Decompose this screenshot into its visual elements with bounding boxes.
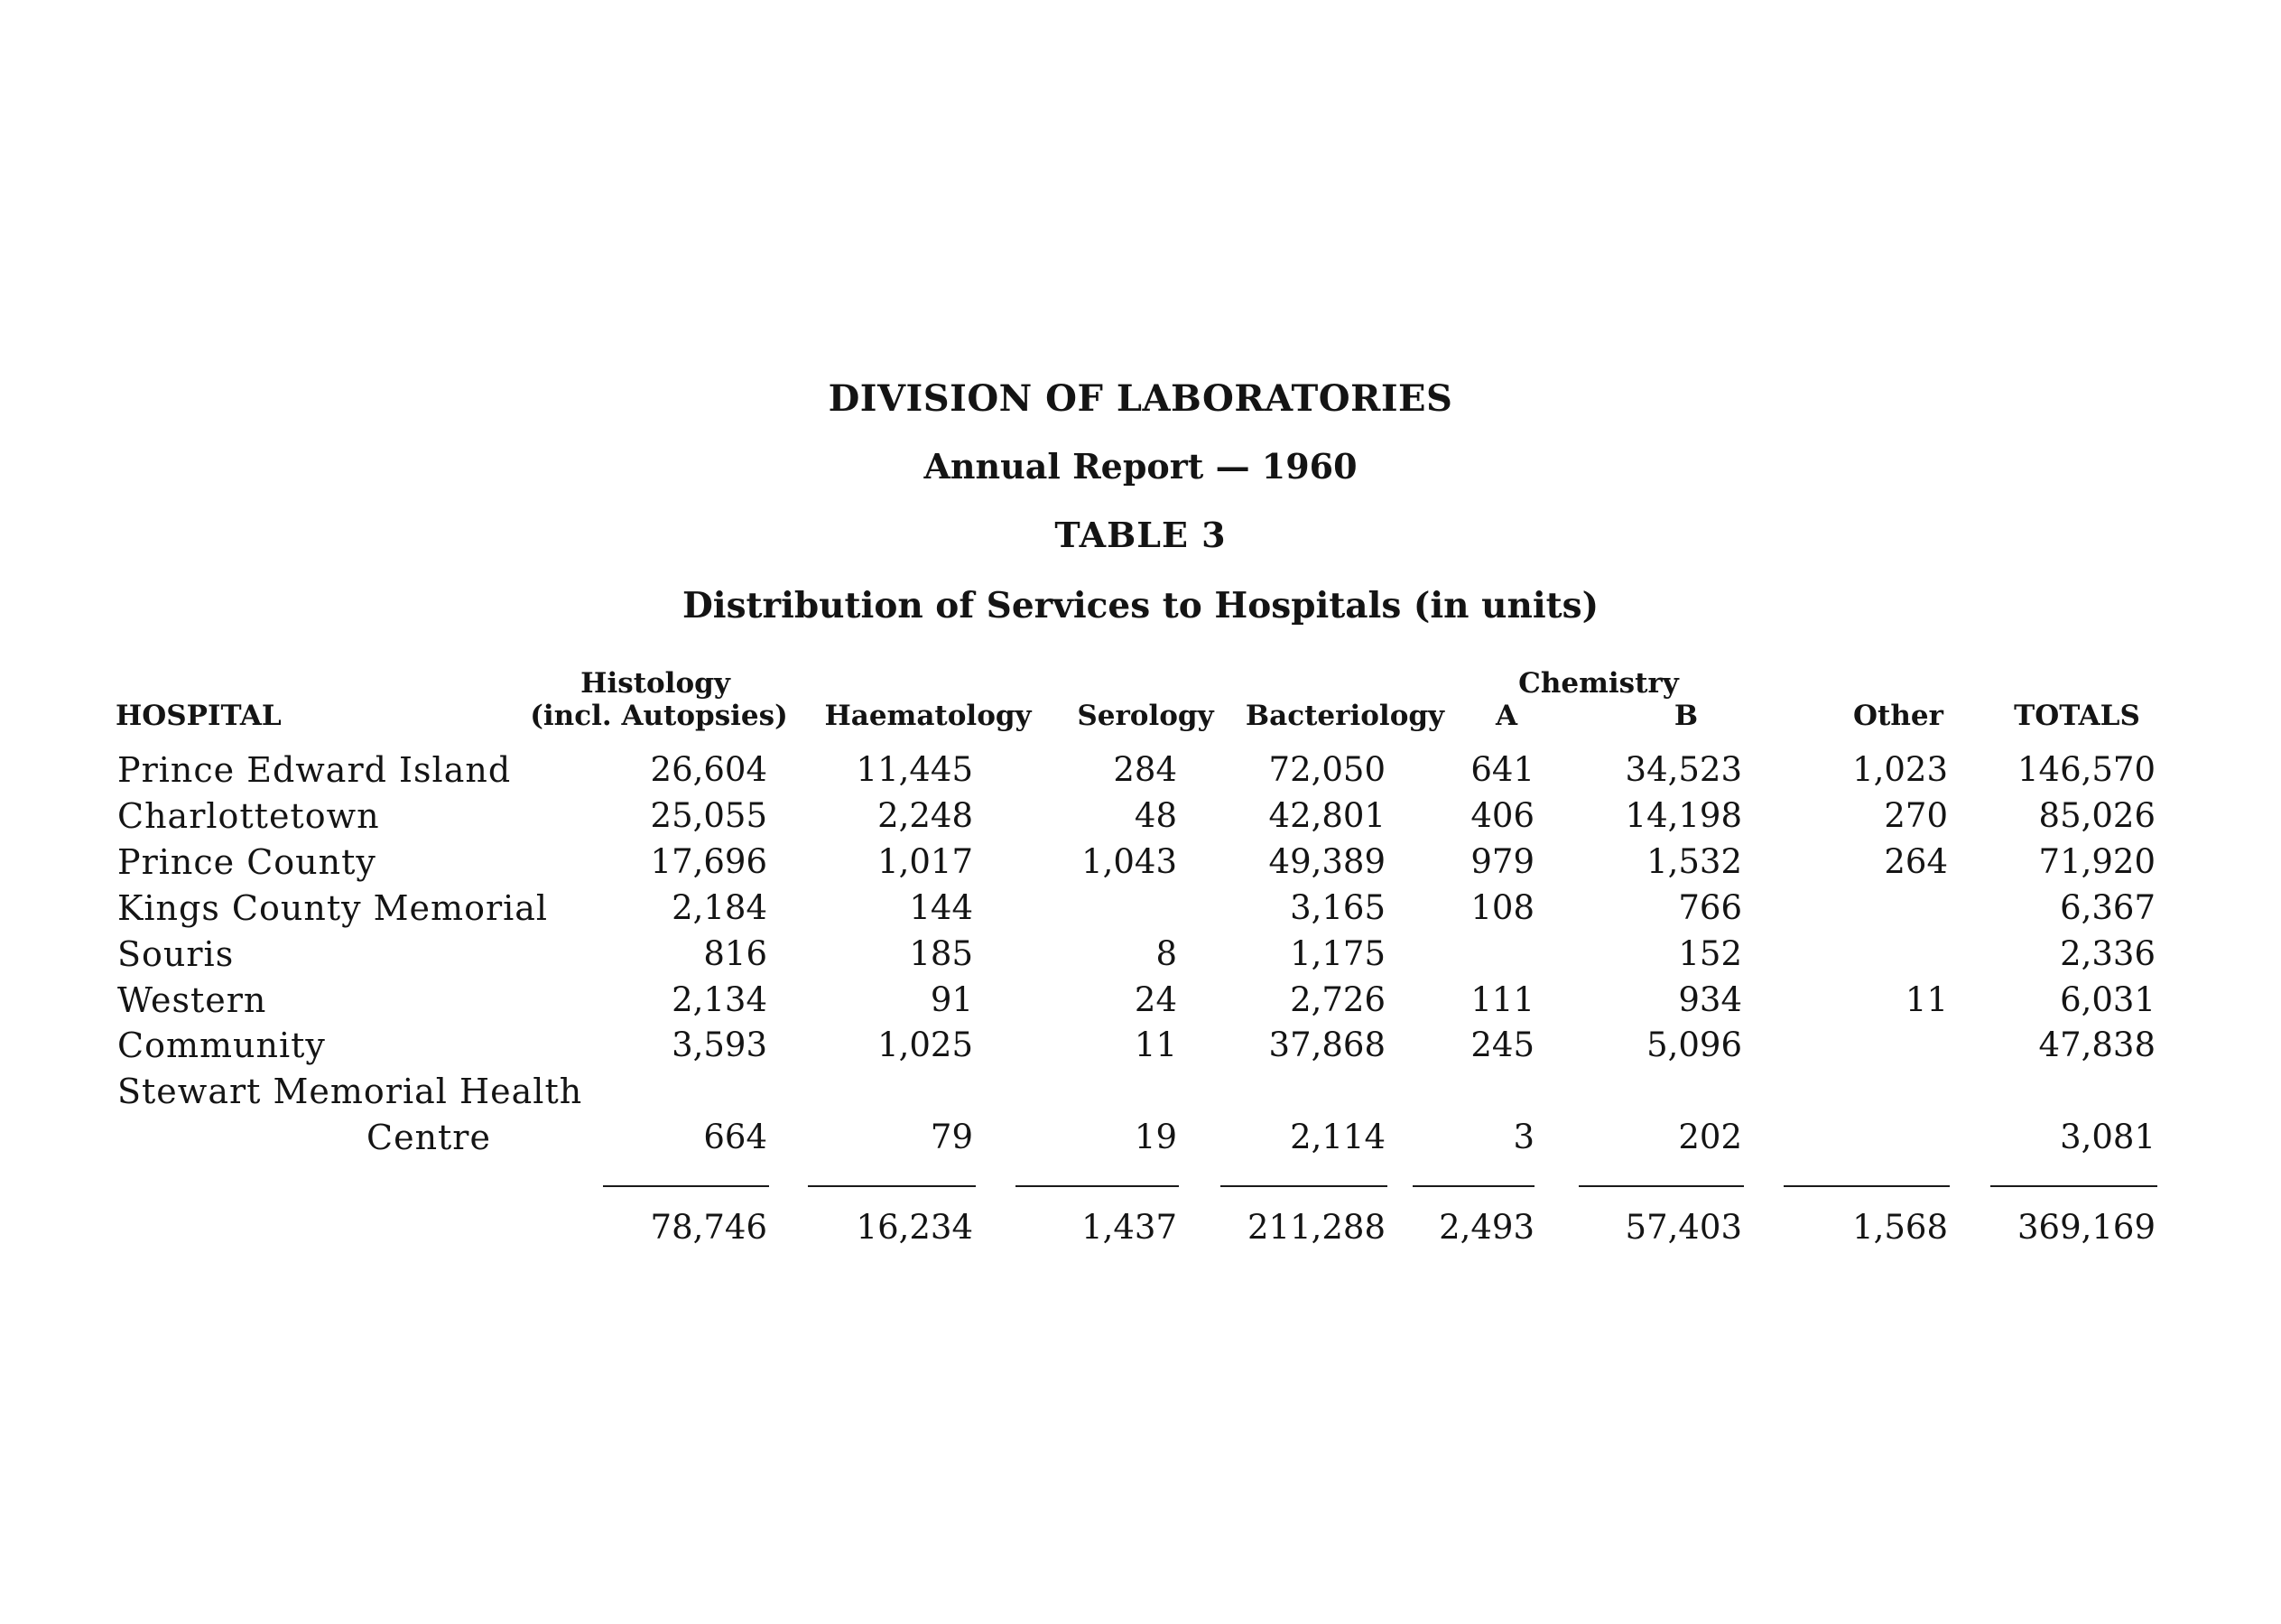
- table-cell-histology: 2,134: [672, 980, 767, 1019]
- column-header-hospital: HOSPITAL: [116, 700, 282, 732]
- document-title: DIVISION OF LABORATORIES: [828, 377, 1453, 420]
- total-rule-line: [1220, 1185, 1387, 1187]
- table-cell-chem-b: 1,532: [1646, 842, 1742, 881]
- table-cell-total: 2,336: [2060, 934, 2156, 973]
- total-rule-line: [603, 1185, 769, 1187]
- table-cell-chem-b: 5,096: [1646, 1025, 1742, 1064]
- column-header-haematology: Haematology: [824, 700, 1032, 732]
- table-cell-chem-a: 3: [1513, 1118, 1535, 1156]
- total-cell-histology: 78,746: [650, 1208, 767, 1247]
- row-hospital-name: Stewart Memorial Health: [117, 1072, 583, 1111]
- row-hospital-name: Kings County Memorial: [117, 888, 549, 928]
- table-cell-bacteriology: 37,868: [1268, 1025, 1386, 1064]
- table-cell-bacteriology: 72,050: [1268, 750, 1386, 789]
- table-cell-chem-b: 34,523: [1625, 750, 1742, 789]
- document-subtitle: Annual Report — 1960: [923, 446, 1358, 487]
- table-cell-chem-b: 14,198: [1625, 796, 1742, 835]
- table-cell-chem-a: 108: [1470, 888, 1535, 927]
- table-cell-serology: 24: [1134, 980, 1177, 1019]
- row-hospital-name: Charlottetown: [117, 796, 380, 836]
- total-cell-chem-a: 2,493: [1439, 1208, 1535, 1247]
- table-cell-haematology: 144: [909, 888, 973, 927]
- table-cell-histology: 2,184: [672, 888, 767, 927]
- table-cell-total: 85,026: [2038, 796, 2156, 835]
- column-header-totals: TOTALS: [2014, 700, 2140, 732]
- table-cell-haematology: 1,017: [877, 842, 973, 881]
- table-cell-serology: 284: [1113, 750, 1177, 789]
- table-cell-haematology: 79: [930, 1118, 973, 1156]
- table-cell-bacteriology: 3,165: [1290, 888, 1386, 927]
- column-header-chemistry: Chemistry: [1518, 667, 1679, 700]
- total-cell-total: 369,169: [2017, 1208, 2156, 1247]
- total-cell-other: 1,568: [1852, 1208, 1948, 1247]
- table-cell-haematology: 91: [930, 980, 973, 1019]
- table-cell-other: 1,023: [1852, 750, 1948, 789]
- column-header-histology-line2: (incl. Autopsies): [530, 700, 788, 732]
- table-cell-total: 6,031: [2060, 980, 2156, 1019]
- table-cell-serology: 1,043: [1081, 842, 1177, 881]
- table-cell-other: 264: [1884, 842, 1948, 881]
- row-hospital-name: Prince County: [117, 842, 376, 882]
- column-header-bacteriology: Bacteriology: [1245, 700, 1445, 732]
- total-rule-line: [1413, 1185, 1535, 1187]
- table-cell-total: 146,570: [2017, 750, 2156, 789]
- column-header-serology: Serology: [1077, 700, 1214, 732]
- table-cell-histology: 816: [703, 934, 767, 973]
- row-hospital-name: Prince Edward Island: [117, 750, 512, 790]
- column-header-chemistry-b: B: [1674, 700, 1699, 732]
- row-hospital-name: Western: [117, 980, 267, 1020]
- table-cell-total: 71,920: [2038, 842, 2156, 881]
- table-cell-histology: 664: [703, 1118, 767, 1156]
- row-hospital-name: Community: [117, 1025, 326, 1065]
- table-cell-haematology: 1,025: [877, 1025, 973, 1064]
- table-cell-chem-a: 245: [1470, 1025, 1535, 1064]
- table-cell-bacteriology: 1,175: [1290, 934, 1386, 973]
- table-cell-total: 6,367: [2060, 888, 2156, 927]
- table-cell-histology: 3,593: [672, 1025, 767, 1064]
- row-hospital-name-continued: Centre: [366, 1118, 491, 1157]
- table-caption: Distribution of Services to Hospitals (in units): [682, 585, 1599, 626]
- total-rule-line: [1579, 1185, 1744, 1187]
- table-cell-serology: 48: [1134, 796, 1177, 835]
- table-cell-chem-a: 979: [1470, 842, 1535, 881]
- table-cell-bacteriology: 42,801: [1268, 796, 1386, 835]
- total-cell-bacteriology: 211,288: [1247, 1208, 1386, 1247]
- table-label: TABLE 3: [1054, 515, 1227, 555]
- table-cell-serology: 8: [1155, 934, 1177, 973]
- column-header-other: Other: [1853, 700, 1943, 732]
- column-header-histology-line1: Histology: [580, 667, 730, 700]
- table-cell-other: 270: [1884, 796, 1948, 835]
- table-cell-bacteriology: 49,389: [1268, 842, 1386, 881]
- table-cell-bacteriology: 2,114: [1290, 1118, 1386, 1156]
- total-rule-line: [808, 1185, 976, 1187]
- table-cell-total: 3,081: [2060, 1118, 2156, 1156]
- table-cell-chem-b: 202: [1678, 1118, 1742, 1156]
- row-hospital-name: Souris: [117, 934, 235, 974]
- total-rule-line: [1784, 1185, 1950, 1187]
- table-cell-serology: 11: [1134, 1025, 1177, 1064]
- table-cell-histology: 25,055: [650, 796, 767, 835]
- table-cell-haematology: 2,248: [877, 796, 973, 835]
- total-cell-serology: 1,437: [1081, 1208, 1177, 1247]
- table-cell-chem-b: 934: [1678, 980, 1742, 1019]
- table-cell-histology: 17,696: [650, 842, 767, 881]
- table-cell-chem-b: 152: [1678, 934, 1742, 973]
- table-cell-chem-a: 111: [1470, 980, 1535, 1019]
- column-header-chemistry-a: A: [1495, 700, 1518, 732]
- table-cell-chem-a: 406: [1470, 796, 1535, 835]
- table-cell-chem-b: 766: [1678, 888, 1742, 927]
- table-cell-histology: 26,604: [650, 750, 767, 789]
- table-cell-haematology: 11,445: [856, 750, 973, 789]
- total-cell-haematology: 16,234: [856, 1208, 973, 1247]
- table-cell-haematology: 185: [909, 934, 973, 973]
- total-cell-chem-b: 57,403: [1625, 1208, 1742, 1247]
- table-cell-bacteriology: 2,726: [1290, 980, 1386, 1019]
- total-rule-line: [1015, 1185, 1179, 1187]
- table-cell-total: 47,838: [2038, 1025, 2156, 1064]
- table-cell-serology: 19: [1134, 1118, 1177, 1156]
- total-rule-line: [1990, 1185, 2157, 1187]
- table-cell-other: 11: [1905, 980, 1948, 1019]
- table-cell-chem-a: 641: [1470, 750, 1535, 789]
